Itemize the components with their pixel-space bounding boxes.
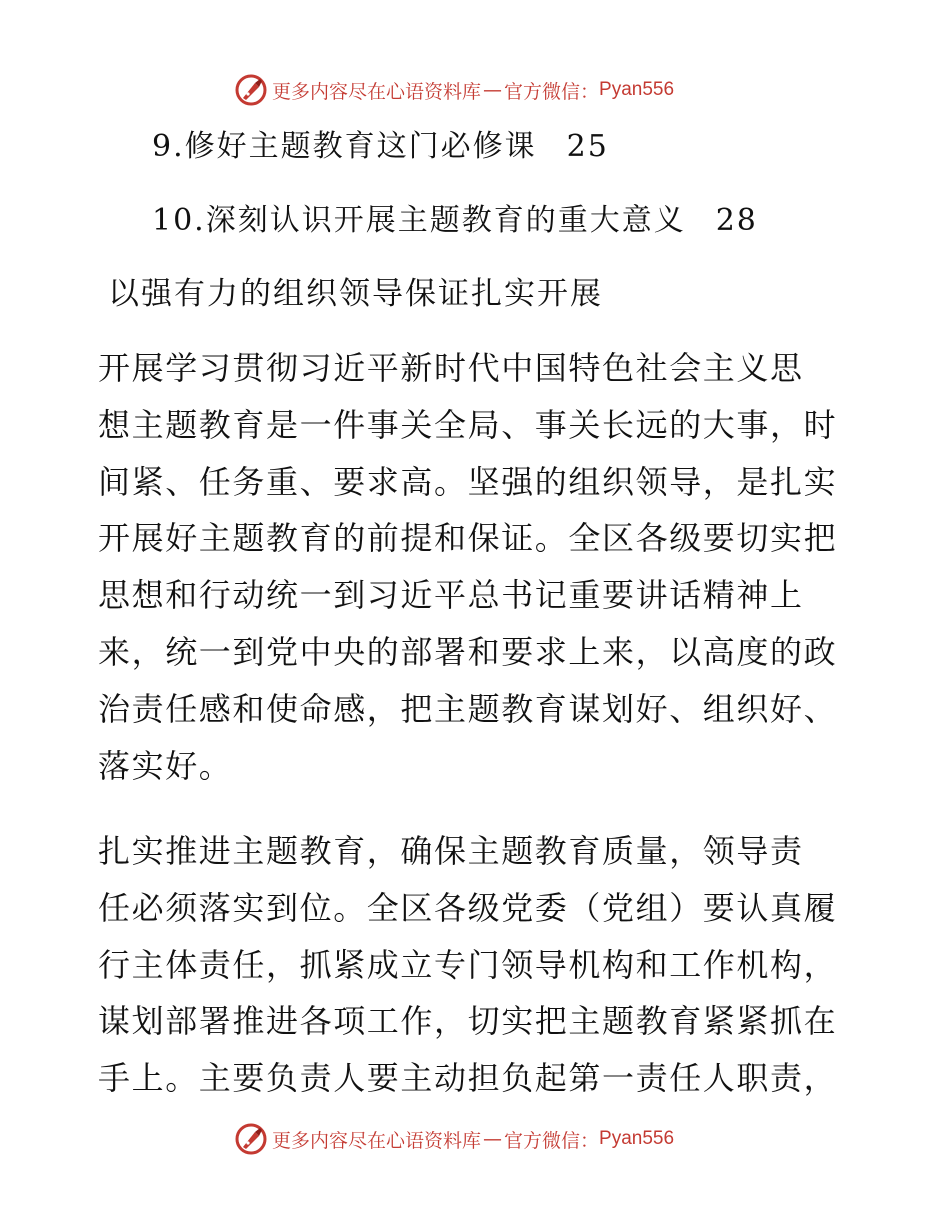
toc-entry xyxy=(152,127,609,167)
paragraph-line: 思想和行动统一到习近平总书记重要讲话精神上 xyxy=(98,576,804,615)
pen-nib-icon xyxy=(234,73,268,107)
toc-entry xyxy=(152,201,758,241)
watermark-banner-bottom xyxy=(234,1121,674,1157)
paragraph-line: 落实好。 xyxy=(98,746,233,785)
watermark-site-text: 更多内容尽在心语资料库 xyxy=(272,1129,482,1152)
watermark-wechat-label: 官方微信： xyxy=(504,1129,600,1152)
paragraph-line: 开展好主题教育的前提和保证。全区各级要切实把 xyxy=(98,519,838,558)
watermark-wechat-id: Pyan556 xyxy=(599,79,675,100)
watermark-wechat-label: 官方微信： xyxy=(504,80,600,103)
body-paragraph xyxy=(98,823,858,1107)
toc-entry-title: 9.修好主题教育这门必修课 xyxy=(152,129,537,164)
toc-entry-page: 25 xyxy=(566,129,609,164)
paragraph-line: 开展学习贯彻习近平新时代中国特色社会主义思 xyxy=(98,349,804,387)
body-paragraph xyxy=(98,340,858,794)
paragraph-line: 治责任感和使命感，把主题教育谋划好、组织好、 xyxy=(98,689,838,728)
watermark-banner-top xyxy=(234,72,674,108)
section-heading: 以强有力的组织领导保证扎实开展 xyxy=(108,276,603,312)
paragraph-line: 想主题教育是一件事关全局、事关长远的大事，时 xyxy=(98,405,838,444)
watermark-separator: — xyxy=(483,1128,503,1150)
paragraph-line: 间紧、任务重、要求高。坚强的组织领导，是扎实 xyxy=(98,462,838,501)
pen-nib-icon xyxy=(234,1122,268,1156)
toc-entry-title: 10.深刻认识开展主题教育的重大意义 xyxy=(152,203,686,238)
paragraph-line: 来，统一到党中央的部署和要求上来，以高度的政 xyxy=(98,632,838,671)
paragraph-line: 行主体责任，抓紧成立专门领导机构和工作机构， xyxy=(98,945,838,984)
paragraph-line: 扎实推进主题教育，确保主题教育质量，领导责 xyxy=(98,832,804,870)
watermark-separator: — xyxy=(483,79,503,101)
paragraph-line: 手上。主要负责人要主动担负起第一责任人职责， xyxy=(98,1059,838,1098)
watermark-wechat-id: Pyan556 xyxy=(599,1128,675,1149)
toc-entry-page: 28 xyxy=(715,203,758,238)
watermark-site-text: 更多内容尽在心语资料库 xyxy=(272,80,482,103)
paragraph-line: 谋划部署推进各项工作，切实把主题教育紧紧抓在 xyxy=(98,1002,838,1041)
paragraph-line: 任必须落实到位。全区各级党委（党组）要认真履 xyxy=(98,888,838,927)
